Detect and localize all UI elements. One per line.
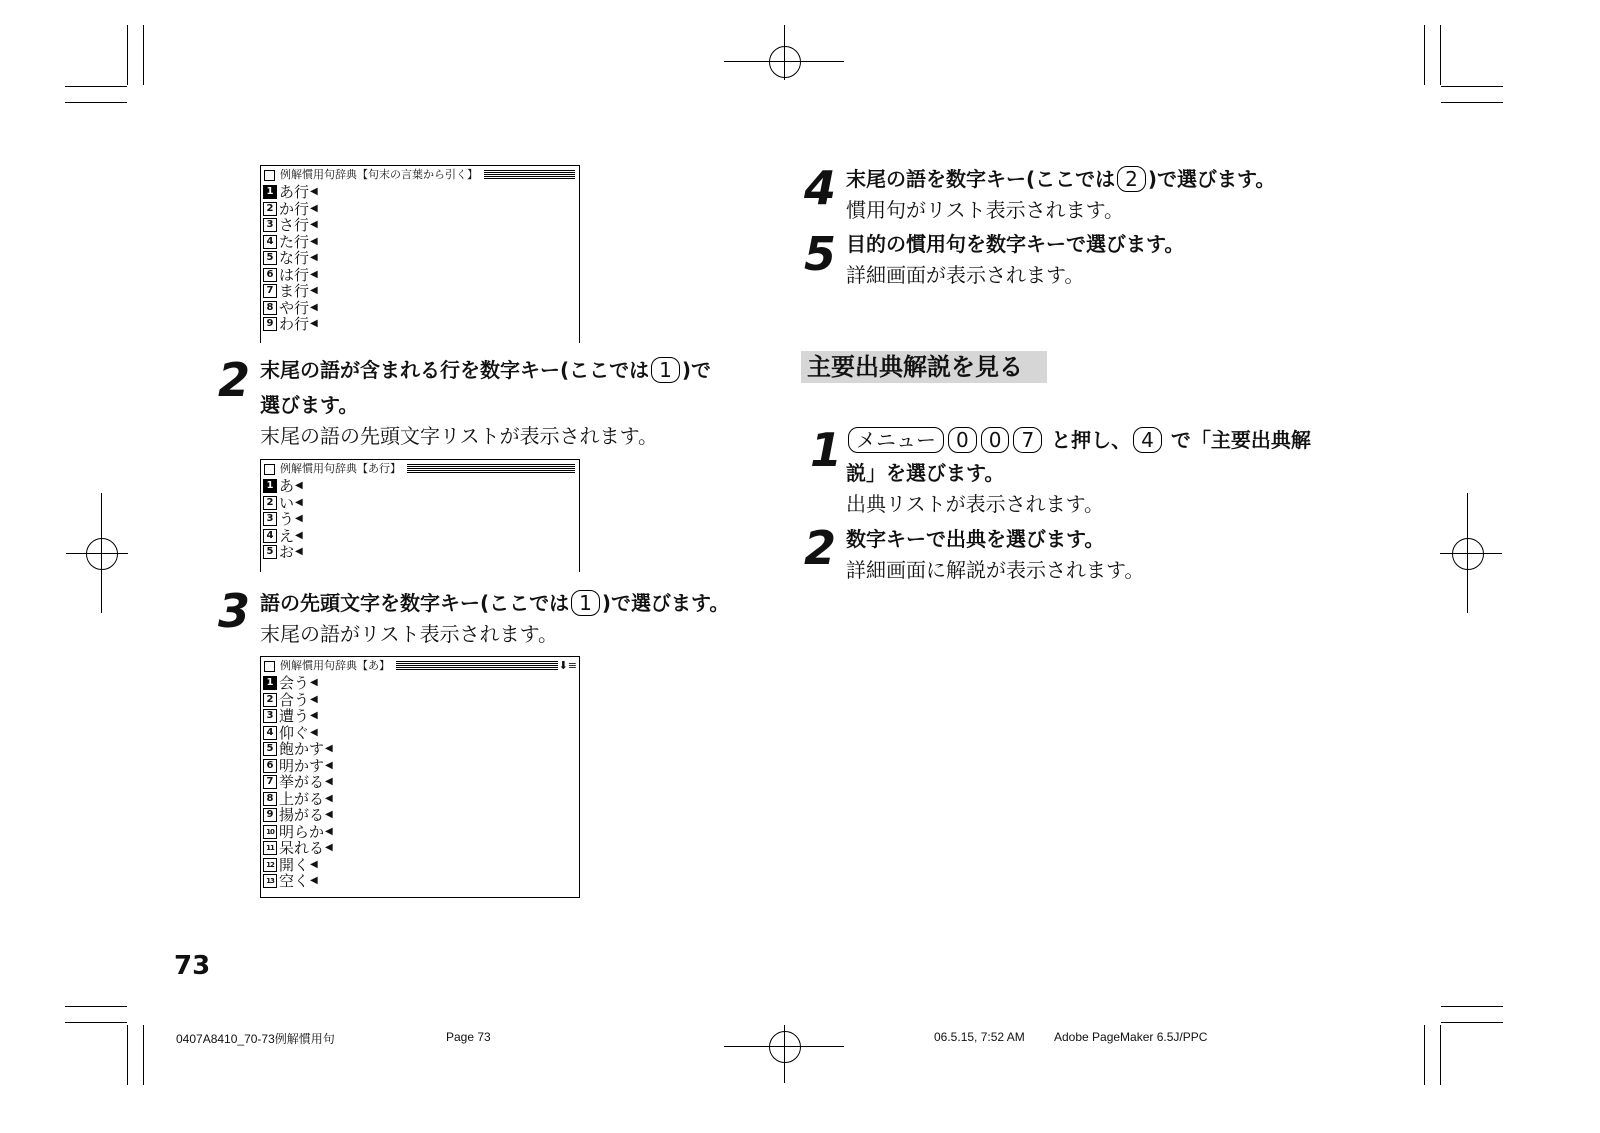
step-heading: 数字キーで出典を選びます。 [846,527,1105,551]
key-1: 1 [651,357,680,383]
item-label: 挙がる [279,773,325,791]
item-label: 上がる [279,789,325,808]
item-number: 5 [263,742,277,756]
list-item[interactable] [261,873,579,890]
item-label: 揚がる [279,806,325,824]
step-description: 慣用句がリスト表示されます。 [846,198,1124,222]
item-number: 4 [263,529,277,543]
menu-key: メニュー [848,427,944,453]
footer-page: Page 73 [446,1030,491,1044]
screen-initial-list [260,459,580,572]
list-item[interactable] [261,234,579,251]
screen-list [261,478,579,561]
footer-app: Adobe PageMaker 6.5J/PPC [1054,1030,1208,1044]
triangle-left-icon: ◀ [310,710,318,721]
item-number: 7 [263,284,277,298]
item-number: 5 [263,545,277,559]
list-item[interactable] [261,840,579,857]
triangle-left-icon: ◀ [325,776,333,787]
item-number: 2 [263,693,277,707]
triangle-left-icon: ◀ [295,480,303,491]
footer-file: 0407A8410_70-73例解慣用句 [176,1032,335,1046]
item-label: た行 [279,232,310,251]
item-number: 3 [263,709,277,723]
list-item[interactable] [261,675,579,692]
step-heading-cont: 説」を選びます。 [846,461,1005,485]
list-item[interactable] [261,495,579,512]
item-number: 10 [263,825,277,839]
step-description: 詳細画面が表示されます。 [846,263,1085,287]
triangle-left-icon: ◀ [310,301,318,313]
list-item[interactable] [261,824,579,841]
list-item[interactable] [261,511,579,528]
list-item[interactable] [261,201,579,218]
screen-list [261,184,579,333]
item-number: 12 [263,858,277,872]
item-label: わ行 [279,315,310,333]
footer-date: 06.5.15, 7:52 AM [934,1030,1025,1044]
item-number: 1 [263,479,277,493]
triangle-left-icon: ◀ [325,809,333,820]
item-label: 遭う [279,707,310,725]
item-label: 明かす [279,756,325,775]
item-number: 11 [263,841,277,855]
triangle-left-icon: ◀ [325,792,333,804]
item-label: 飽かす [279,740,325,758]
list-item[interactable] [261,217,579,234]
list-item[interactable] [261,807,579,824]
item-number: 1 [263,676,277,690]
list-item[interactable] [261,528,579,545]
triangle-left-icon: ◀ [310,318,318,329]
item-number: 3 [263,218,277,232]
item-label: お [279,543,295,561]
item-label: さ行 [279,216,310,234]
item-label: あ [279,477,295,495]
scroll-bar [407,464,575,474]
triangle-left-icon: ◀ [310,252,318,263]
item-number: 8 [263,301,277,315]
screen-title: 例解慣用句辞典【あ行】 [280,461,401,475]
screen-title-bar [261,460,579,478]
step-description: 末尾の語の先頭文字リストが表示されます。 [260,424,658,448]
triangle-left-icon: ◀ [310,202,318,214]
step-number: 2 [218,353,251,407]
item-label: 空く [279,872,310,890]
triangle-left-icon: ◀ [295,529,303,541]
screen-word-list [260,656,580,898]
triangle-left-icon: ◀ [310,875,318,886]
triangle-left-icon: ◀ [310,235,318,247]
triangle-left-icon: ◀ [295,546,303,557]
list-item[interactable] [261,708,579,725]
section-title: 主要出典解説を見る [801,351,1047,383]
item-label: あ行 [279,183,310,201]
triangle-left-icon: ◀ [310,693,318,705]
step-description: 出典リストが表示されます。 [846,492,1104,516]
item-number: 2 [263,202,277,216]
step-number: 1 [810,423,843,477]
list-item[interactable] [261,544,579,561]
step-heading: 語の先頭文字を数字キー(ここでは 1 )で選びます。 [260,591,730,615]
list-item[interactable] [261,692,579,709]
item-number: 5 [263,251,277,265]
item-number: 1 [263,185,277,199]
step-number: 5 [804,227,837,281]
checkbox-icon [264,170,275,181]
screen-row-list [260,165,580,343]
step-number: 3 [218,584,251,638]
list-item[interactable] [261,184,579,201]
checkbox-icon [264,661,275,672]
item-number: 3 [263,512,277,526]
triangle-left-icon: ◀ [310,677,318,688]
list-item[interactable] [261,300,579,317]
list-item[interactable] [261,250,579,267]
triangle-left-icon: ◀ [325,759,333,771]
item-number: 6 [263,759,277,773]
triangle-left-icon: ◀ [325,842,333,853]
item-label: 明らか [279,822,325,841]
screen-list [261,675,579,890]
list-item[interactable] [261,857,579,874]
key-2: 2 [1117,166,1146,192]
item-label: は行 [279,265,310,284]
step-number: 4 [804,161,837,215]
list-item[interactable] [261,741,579,758]
step-heading: 末尾の語を数字キー(ここでは 2 )で選びます。 [846,167,1276,191]
key-0: 0 [981,427,1010,453]
triangle-left-icon: ◀ [295,496,303,508]
item-label: い [279,493,295,512]
step-number: 2 [804,521,837,575]
checkbox-icon [264,464,275,475]
item-label: 呆れる [279,839,325,857]
triangle-left-icon: ◀ [310,186,318,197]
key-7: 7 [1013,427,1042,453]
step-heading: 目的の慣用句を数字キーで選びます。 [846,232,1185,256]
triangle-left-icon: ◀ [325,825,333,837]
list-item[interactable] [261,791,579,808]
item-label: な行 [279,249,310,267]
step-heading-cont: 選びます。 [260,393,359,417]
screen-title: 例解慣用句辞典【あ】 [280,658,390,672]
item-number: 9 [263,808,277,822]
scroll-bar [484,170,575,180]
list-item[interactable] [261,725,579,742]
item-number: 8 [263,792,277,806]
item-number: 2 [263,496,277,510]
item-number: 4 [263,726,277,740]
triangle-left-icon: ◀ [325,743,333,754]
key-0: 0 [948,427,977,453]
item-label: 仰ぐ [279,723,310,742]
screen-title: 例解慣用句辞典【句末の言葉から引く】 [280,167,478,181]
screen-title-bar [261,657,579,675]
list-item[interactable] [261,758,579,775]
item-label: か行 [279,199,310,218]
item-number: 6 [263,268,277,282]
item-label: ま行 [279,282,310,300]
item-label: 会う [279,674,310,692]
item-number: 13 [263,874,277,888]
triangle-left-icon: ◀ [310,285,318,296]
item-label: う [279,510,295,528]
item-number: 7 [263,775,277,789]
triangle-left-icon: ◀ [295,513,303,524]
item-label: 合う [279,690,310,709]
step-description: 末尾の語がリスト表示されます。 [260,622,558,646]
screen-title-bar [261,166,579,184]
scroll-bar [396,661,558,671]
scroll-down-icon: ⬇≡ [558,658,577,672]
item-number: 9 [263,317,277,331]
triangle-left-icon: ◀ [310,858,318,870]
item-label: え [279,526,295,545]
key-1: 1 [571,590,600,616]
item-label: 開く [279,855,310,874]
triangle-left-icon: ◀ [310,268,318,280]
item-number: 4 [263,235,277,249]
triangle-left-icon: ◀ [310,726,318,738]
step-heading: メニュー 0 0 7 と押し、 4 で「主要出典解 [846,425,1311,455]
list-item[interactable] [261,283,579,300]
page-number: 73 [174,951,211,981]
item-label: や行 [279,298,310,317]
list-item[interactable] [261,267,579,284]
list-item[interactable] [261,478,579,495]
key-4: 4 [1133,427,1162,453]
triangle-left-icon: ◀ [310,219,318,230]
list-item[interactable] [261,316,579,333]
step-description: 詳細画面に解説が表示されます。 [846,558,1145,582]
step-heading: 末尾の語が含まれる行を数字キー(ここでは 1 )で [260,358,712,382]
list-item[interactable] [261,774,579,791]
